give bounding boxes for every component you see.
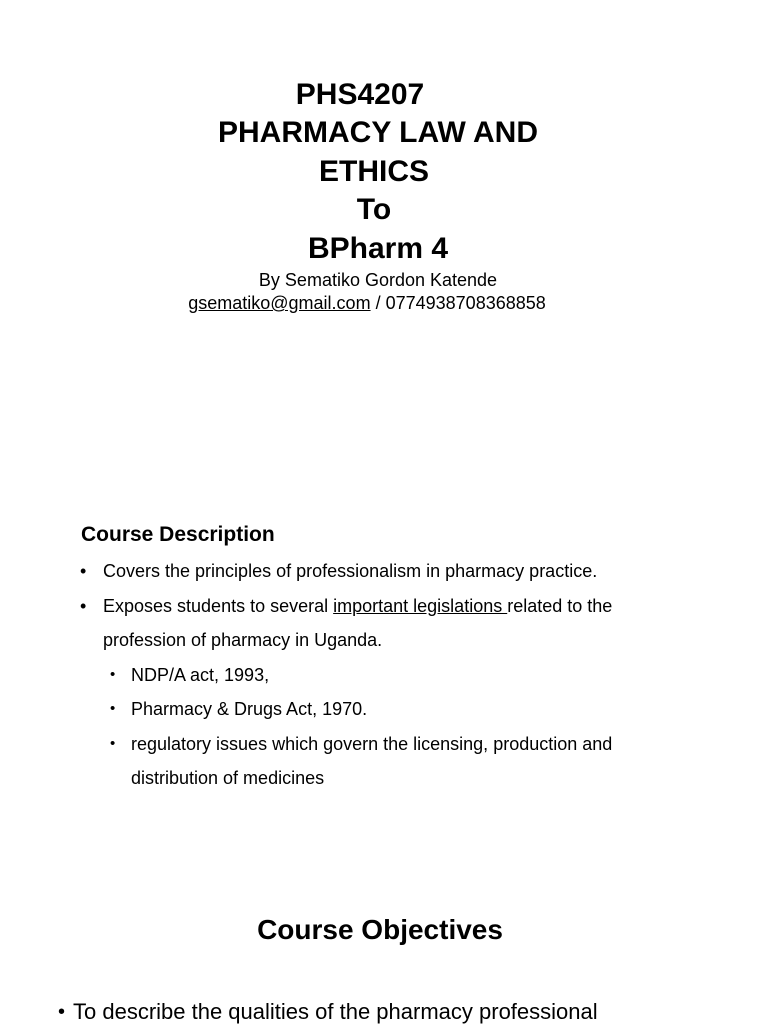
sub-item-2: Pharmacy & Drugs Act, 1970.	[131, 699, 368, 719]
contact-line	[0, 291, 734, 315]
description-item-2-text-end: related to the	[507, 596, 613, 616]
objective-item-1: To describe the qualities of the pharmacy professional	[73, 999, 598, 1024]
sub-item-1: NDP/A act, 1993,	[131, 665, 270, 685]
bullet-glyph: •	[80, 596, 87, 616]
description-item-2	[103, 594, 612, 618]
sub-bullet-glyph: •	[110, 666, 116, 683]
email-link[interactable]: gsematiko@gmail.com	[188, 293, 371, 313]
sub-item-3-continued: distribution of medicines	[131, 768, 325, 788]
description-item-2-text: Exposes students to several	[103, 596, 334, 616]
course-objectives-heading: Course Objectives	[257, 914, 503, 945]
course-code: PHS4207	[295, 78, 425, 111]
sub-bullet-glyph: •	[110, 735, 116, 752]
sub-bullet-glyph: •	[110, 700, 116, 717]
sub-item-3: regulatory issues which govern the licensing, production and	[131, 734, 613, 754]
course-title-line-2: ETHICS	[318, 155, 429, 188]
course-title-line-1: PHARMACY LAW AND	[218, 116, 538, 149]
description-item-2-continued: profession of pharmacy in Uganda.	[103, 630, 383, 650]
phone-number: 0774938708368858	[385, 293, 546, 313]
legislations-link[interactable]: important legislations	[333, 596, 508, 616]
bullet-glyph: •	[58, 1001, 66, 1023]
contact-separator: /	[370, 293, 386, 313]
course-title-line-4: BPharm 4	[307, 232, 449, 265]
course-title-line-3: To	[356, 193, 392, 226]
bullet-glyph: •	[80, 561, 87, 581]
course-description-heading: Course Description	[81, 523, 275, 546]
title-slide	[0, 0, 768, 330]
description-item-1: Covers the principles of professionalism in pharmacy practice.	[103, 561, 598, 581]
author-byline: By Sematiko Gordon Katende	[258, 270, 498, 290]
